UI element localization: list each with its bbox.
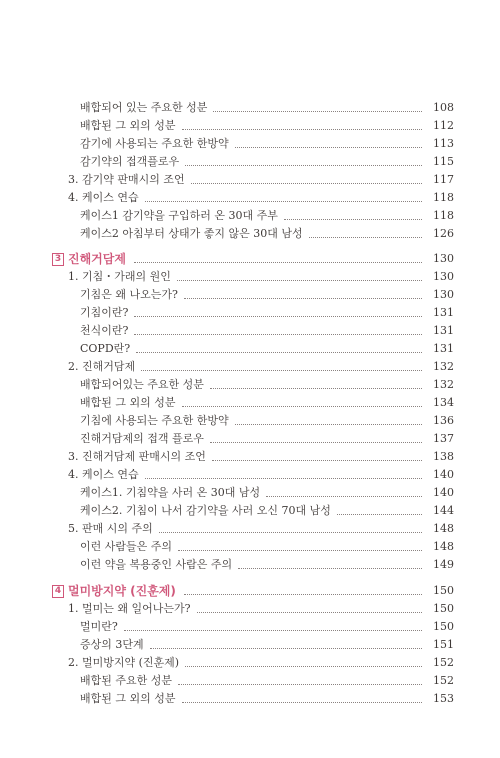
toc-entry[interactable] <box>0 322 500 340</box>
toc-entry-page: 148 <box>433 522 454 535</box>
toc-entry-page: 150 <box>433 620 454 633</box>
toc-entry-title: 배합되어있는 주요한 성분 <box>80 378 204 391</box>
dot-leader <box>134 262 422 263</box>
toc-entry-page: 150 <box>433 602 454 615</box>
toc-entry[interactable] <box>0 654 500 672</box>
toc-entry[interactable] <box>0 538 500 556</box>
toc-entry[interactable] <box>0 448 500 466</box>
toc-entry-page: 118 <box>433 191 454 204</box>
dot-leader <box>185 666 422 667</box>
toc-entry[interactable] <box>0 117 500 135</box>
toc-entry-page: 113 <box>433 137 454 150</box>
toc-entry[interactable] <box>0 304 500 322</box>
toc-entry-page: 108 <box>433 101 454 114</box>
toc-entry[interactable] <box>0 466 500 484</box>
dot-leader <box>182 129 423 130</box>
dot-leader <box>184 594 422 595</box>
toc-entry[interactable] <box>0 430 500 448</box>
toc-entry-title: 이런 사람들은 주의 <box>80 540 173 553</box>
toc-entry-page: 151 <box>433 638 454 651</box>
dot-leader <box>178 684 422 685</box>
dot-leader <box>182 406 423 407</box>
dot-leader <box>191 183 422 184</box>
toc-section-3[interactable] <box>0 250 500 268</box>
toc-entry[interactable] <box>0 135 500 153</box>
section-heading <box>0 250 126 268</box>
section-number-box: 4 <box>52 585 64 598</box>
toc-entry[interactable] <box>0 286 500 304</box>
dot-leader <box>159 532 422 533</box>
dot-leader <box>150 648 422 649</box>
dot-leader <box>141 370 422 371</box>
toc-entry-title: 기침은 왜 나오는가? <box>80 288 178 301</box>
toc-entry-page: 131 <box>433 342 454 355</box>
toc-entry-page: 130 <box>433 252 454 265</box>
dot-leader <box>178 550 422 551</box>
toc-entry-title: 감기에 사용되는 주요한 한방약 <box>80 137 229 150</box>
toc-entry-page: 140 <box>433 486 454 499</box>
section-title: 멀미방지약 (진훈제) <box>68 584 176 598</box>
toc-entry-page: 150 <box>433 584 454 597</box>
toc-entry-title: 5. 판매 시의 주의 <box>68 522 153 535</box>
toc-entry-page: 118 <box>433 209 454 222</box>
dot-leader <box>309 237 422 238</box>
toc-entry[interactable] <box>0 502 500 520</box>
dot-leader <box>210 442 422 443</box>
toc-entry[interactable] <box>0 672 500 690</box>
toc-entry-page: 115 <box>433 155 454 168</box>
toc-entry-title: 증상의 3단계 <box>80 638 144 651</box>
toc-entry-page: 138 <box>433 450 454 463</box>
toc-entry[interactable] <box>0 394 500 412</box>
toc-entry-page: 136 <box>433 414 454 427</box>
toc-entry-title: 감기약의 접객플로우 <box>80 155 180 168</box>
toc-entry-title: 4. 케이스 연습 <box>68 468 139 481</box>
dot-leader <box>337 514 422 515</box>
dot-leader <box>185 165 422 166</box>
toc-entry-title: 케이스2. 기침이 나서 감기약을 사러 오신 70대 남성 <box>80 504 331 517</box>
dot-leader <box>145 478 422 479</box>
toc-section-4[interactable] <box>0 582 500 600</box>
section-number-box: 3 <box>52 253 64 266</box>
toc-entry-page: 117 <box>433 173 454 186</box>
dot-leader <box>124 630 422 631</box>
dot-leader <box>235 424 422 425</box>
toc-entry[interactable] <box>0 340 500 358</box>
toc-entry-page: 132 <box>433 378 454 391</box>
toc-entry-title: 1. 멀미는 왜 일어나는가? <box>68 602 191 615</box>
dot-leader <box>213 111 422 112</box>
toc-entry[interactable] <box>0 207 500 225</box>
toc-entry[interactable] <box>0 520 500 538</box>
dot-leader <box>266 496 422 497</box>
toc-entry[interactable] <box>0 358 500 376</box>
toc-entry-page: 140 <box>433 468 454 481</box>
toc-entry[interactable] <box>0 636 500 654</box>
toc-entry-title: 기침이란? <box>80 306 129 319</box>
toc-entry-title: 배합되어 있는 주요한 성분 <box>80 101 208 114</box>
toc-entry-title: 1. 기침・가래의 원인 <box>68 270 171 283</box>
toc-entry-page: 134 <box>433 396 454 409</box>
toc-entry-title: 진해거담제의 접객 플로우 <box>80 432 204 445</box>
toc-entry[interactable] <box>0 376 500 394</box>
toc-entry-page: 149 <box>433 558 454 571</box>
toc-entry-title: 3. 감기약 판매시의 조언 <box>68 173 185 186</box>
toc-entry-page: 144 <box>433 504 454 517</box>
toc-entry-page: 126 <box>433 227 454 240</box>
toc-entry-page: 137 <box>433 432 454 445</box>
toc-entry-title: 케이스1. 기침약을 사러 온 30대 남성 <box>80 486 261 499</box>
toc-entry-page: 130 <box>433 270 454 283</box>
dot-leader <box>182 702 423 703</box>
toc-entry-page: 112 <box>433 119 454 132</box>
toc-entry-title: 천식이란? <box>80 324 129 337</box>
toc-entry-title: 배합된 그 외의 성분 <box>80 396 176 409</box>
dot-leader <box>235 147 422 148</box>
toc-entry-page: 131 <box>433 324 454 337</box>
toc-entry-page: 130 <box>433 288 454 301</box>
toc-entry-title: 케이스2 아침부터 상태가 좋지 않은 30대 남성 <box>80 227 303 240</box>
toc-entry-title: 2. 멀미방지약 (진훈제) <box>68 656 180 669</box>
toc-entry-title: 4. 케이스 연습 <box>68 191 139 204</box>
toc-entry-page: 148 <box>433 540 454 553</box>
toc-entry[interactable] <box>0 690 500 708</box>
section-heading <box>0 582 176 600</box>
toc-entry[interactable] <box>0 618 500 636</box>
toc-entry[interactable] <box>0 412 500 430</box>
toc-entry[interactable] <box>0 484 500 502</box>
toc-entry-title: 멀미란? <box>80 620 118 633</box>
toc-entry-title: 배합된 그 외의 성분 <box>80 692 176 705</box>
toc-entry[interactable] <box>0 600 500 618</box>
dot-leader <box>284 219 422 220</box>
toc-entry[interactable] <box>0 268 500 286</box>
dot-leader <box>145 201 422 202</box>
toc-entry-title: 2. 진해거담제 <box>68 360 136 373</box>
dot-leader <box>134 334 422 335</box>
toc-entry-title: 배합된 그 외의 성분 <box>80 119 176 132</box>
toc-entry[interactable] <box>0 225 500 243</box>
toc-entry-title: COPD란? <box>80 342 131 355</box>
toc-entry-title: 배합된 주요한 성분 <box>80 674 173 687</box>
toc-entry[interactable] <box>0 99 500 117</box>
toc-entry[interactable] <box>0 153 500 171</box>
dot-leader <box>136 352 422 353</box>
toc-entry-title: 3. 진해거담제 판매시의 조언 <box>68 450 206 463</box>
toc-entry-title: 이런 약을 복용중인 사람은 주의 <box>80 558 233 571</box>
toc-entry-title: 기침에 사용되는 주요한 한방약 <box>80 414 229 427</box>
toc-entry-page: 153 <box>433 692 454 705</box>
dot-leader <box>184 298 422 299</box>
toc-entry-page: 132 <box>433 360 454 373</box>
toc-entry-page: 131 <box>433 306 454 319</box>
dot-leader <box>238 568 422 569</box>
toc-entry[interactable] <box>0 189 500 207</box>
toc-entry[interactable] <box>0 556 500 574</box>
dot-leader <box>212 460 422 461</box>
dot-leader <box>177 280 422 281</box>
dot-leader <box>210 388 422 389</box>
toc-entry-page: 152 <box>433 656 454 669</box>
toc-entry[interactable] <box>0 171 500 189</box>
dot-leader <box>197 612 422 613</box>
toc-entry-page: 152 <box>433 674 454 687</box>
toc-entry-title: 케이스1 감기약을 구입하러 온 30대 주부 <box>80 209 278 222</box>
dot-leader <box>134 316 422 317</box>
section-title: 진해거담제 <box>68 252 126 266</box>
